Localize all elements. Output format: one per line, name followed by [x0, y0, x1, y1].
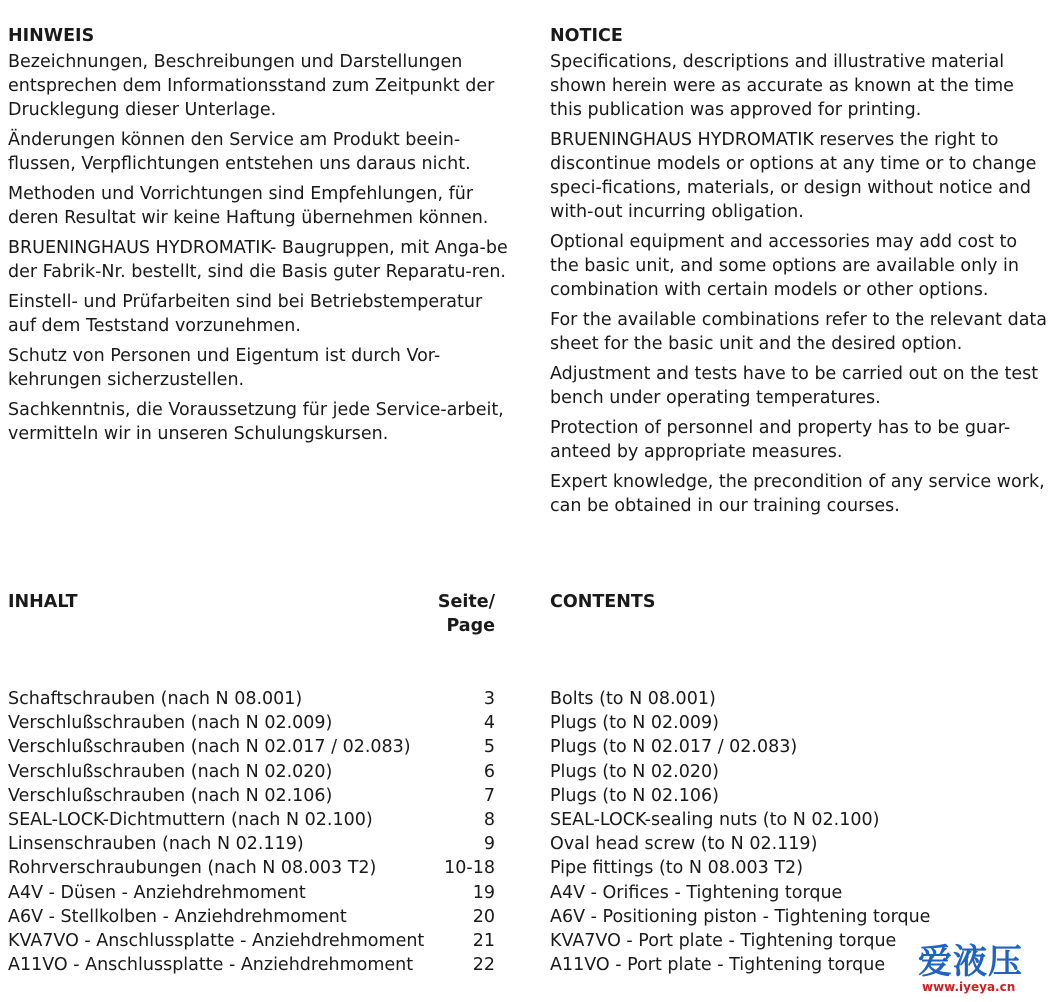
notice-german — [8, 24, 508, 452]
toc-english — [550, 687, 930, 977]
toc-entry-german: A6V - Stellkolben - Anziehdrehmoment — [8, 906, 347, 927]
toc-entry-english: SEAL-LOCK-sealing nuts (to N 02.100) — [550, 810, 880, 831]
toc-row — [8, 929, 495, 953]
notice-english — [550, 24, 1050, 524]
toc-row-english — [550, 953, 930, 977]
toc-page-number: 5 — [483, 737, 495, 758]
page-header-line1: Seite/ — [437, 592, 495, 612]
toc-entry-english: Pipe fittings (to N 08.003 T2) — [550, 858, 804, 879]
notice-english-paragraph: Adjustment and tests have to be carried out on the test bench under operating temperatures. — [550, 364, 1039, 408]
toc-page-number: 21 — [472, 931, 495, 952]
watermark-url: www.iyeya.cn — [922, 980, 1016, 994]
toc-entry-english: A11VO - Port plate - Tightening torque — [550, 955, 886, 976]
watermark-logo — [918, 944, 1050, 998]
toc-page-number: 4 — [483, 713, 495, 734]
toc-row-english — [550, 784, 930, 808]
toc-entry-german: Schaftschrauben (nach N 08.001) — [8, 689, 303, 709]
toc-row-english — [550, 832, 930, 856]
toc-row — [8, 735, 495, 759]
toc-entry-english: Plugs (to N 02.020) — [550, 761, 719, 782]
toc-row — [8, 881, 495, 905]
notice-english-paragraph: For the available combinations refer to the relevant data sheet for the basic unit and the desired option. — [550, 310, 1047, 354]
notice-english-title: NOTICE — [550, 26, 623, 46]
toc-entry-german: Linsenschrauben (nach N 02.119) — [8, 834, 304, 855]
toc-page-number: 8 — [483, 810, 495, 831]
toc-entry-english: A4V - Orifices - Tightening torque — [550, 882, 843, 903]
page-header-line2: Page — [446, 616, 495, 636]
notice-english-paragraph: BRUENINGHAUS HYDROMATIK reserves the right to discontinue models or options at any time or to change speci-fications, materials, or design without notice and with-out incurring obligation. — [550, 130, 1037, 222]
contents-title-german: INHALT — [8, 592, 78, 612]
toc-row — [8, 808, 495, 832]
toc-entry-german: Verschlußschrauben (nach N 02.106) — [8, 785, 333, 806]
notice-german-paragraph: BRUENINGHAUS HYDROMATIK- Baugruppen, mit Anga-be der Fabrik-Nr. bestellt, sind die Basis guter Reparatu-ren. — [8, 238, 508, 282]
toc-entry-german: SEAL-LOCK-Dichtmuttern (nach N 02.100) — [8, 810, 373, 831]
toc-page-number: 19 — [472, 882, 495, 903]
toc-page-number: 7 — [483, 785, 495, 806]
toc-entry-english: KVA7VO - Port plate - Tightening torque — [550, 931, 897, 952]
toc-row-english — [550, 881, 930, 905]
toc-row-english — [550, 711, 930, 735]
toc-row — [8, 784, 495, 808]
notice-german-paragraph: Sachkenntnis, die Voraussetzung für jede Service-arbeit, vermitteln wir in unseren Schulungskursen. — [8, 400, 504, 444]
notice-german-title: HINWEIS — [8, 26, 95, 46]
notice-english-paragraph: Protection of personnel and property has to be guar-anteed by appropriate measures. — [550, 418, 1011, 462]
contents-title-english: CONTENTS — [550, 592, 656, 612]
toc-entry-english: Plugs (to N 02.106) — [550, 785, 719, 806]
toc-row — [8, 760, 495, 784]
notice-german-paragraph: Bezeichnungen, Beschreibungen und Darstellungen entsprechen dem Informationsstand zum Zeitpunkt der Drucklegung dieser Unterlage. — [8, 52, 495, 120]
toc-entry-english: Plugs (to N 02.017 / 02.083) — [550, 737, 798, 758]
toc-entry-english: A6V - Positioning piston - Tightening torque — [550, 906, 931, 927]
toc-entry-english: Oval head screw (to N 02.119) — [550, 834, 818, 855]
toc-row-english — [550, 735, 930, 759]
toc-row — [8, 953, 495, 977]
toc-entry-german: KVA7VO - Anschlussplatte - Anziehdrehmoment — [8, 931, 425, 952]
notice-english-paragraph: Expert knowledge, the precondition of any service work, can be obtained in our training courses. — [550, 472, 1045, 516]
toc-row — [8, 711, 495, 735]
toc-page-number: 3 — [483, 689, 495, 709]
notice-german-paragraph: Änderungen können den Service am Produkt beein-flussen, Verpflichtungen entstehen uns daraus nicht. — [8, 130, 471, 174]
toc-entry-german: Verschlußschrauben (nach N 02.020) — [8, 761, 333, 782]
toc-entry-german: Verschlußschrauben (nach N 02.017 / 02.083) — [8, 737, 411, 758]
notice-english-paragraph: Specifications, descriptions and illustrative material shown herein were as accurate as known at the time this publication was approved for printing. — [550, 52, 1014, 120]
toc-entry-german: A4V - Düsen - Anziehdrehmoment — [8, 882, 306, 903]
toc-row — [8, 687, 495, 711]
toc-page-number: 9 — [483, 834, 495, 855]
toc-entry-english: Plugs (to N 02.009) — [550, 713, 719, 734]
notice-german-paragraph: Methoden und Vorrichtungen sind Empfehlungen, für deren Resultat wir keine Haftung übernehmen können. — [8, 184, 489, 228]
watermark-main-text: 爱液压 — [918, 942, 1023, 982]
toc-row — [8, 856, 495, 880]
toc-page-number: 6 — [483, 761, 495, 782]
toc-row-english — [550, 929, 930, 953]
toc-entry-english: Bolts (to N 08.001) — [550, 689, 716, 709]
toc-page-number: 20 — [472, 906, 495, 927]
toc-entry-german: Rohrverschraubungen (nach N 08.003 T2) — [8, 858, 377, 879]
notice-german-paragraph: Schutz von Personen und Eigentum ist durch Vor-kehrungen sicherzustellen. — [8, 346, 441, 390]
toc-row-english — [550, 905, 930, 929]
toc-row-english — [550, 808, 930, 832]
notice-english-paragraph: Optional equipment and accessories may add cost to the basic unit, and some options are available only in combination with certain models or other options. — [550, 232, 1019, 300]
toc-entry-german: A11VO - Anschlussplatte - Anziehdrehmoment — [8, 955, 414, 976]
toc-row-english — [550, 687, 930, 711]
toc-page-number: 22 — [472, 955, 495, 976]
toc-row — [8, 905, 495, 929]
toc-row-english — [550, 856, 930, 880]
toc-german — [8, 687, 495, 977]
notice-german-paragraph: Einstell- und Prüfarbeiten sind bei Betriebstemperatur auf dem Teststand vorzunehmen. — [8, 292, 483, 336]
page-column-header — [420, 590, 495, 638]
toc-row — [8, 832, 495, 856]
toc-row-english — [550, 760, 930, 784]
toc-entry-german: Verschlußschrauben (nach N 02.009) — [8, 713, 333, 734]
toc-page-number: 10-18 — [444, 858, 495, 879]
